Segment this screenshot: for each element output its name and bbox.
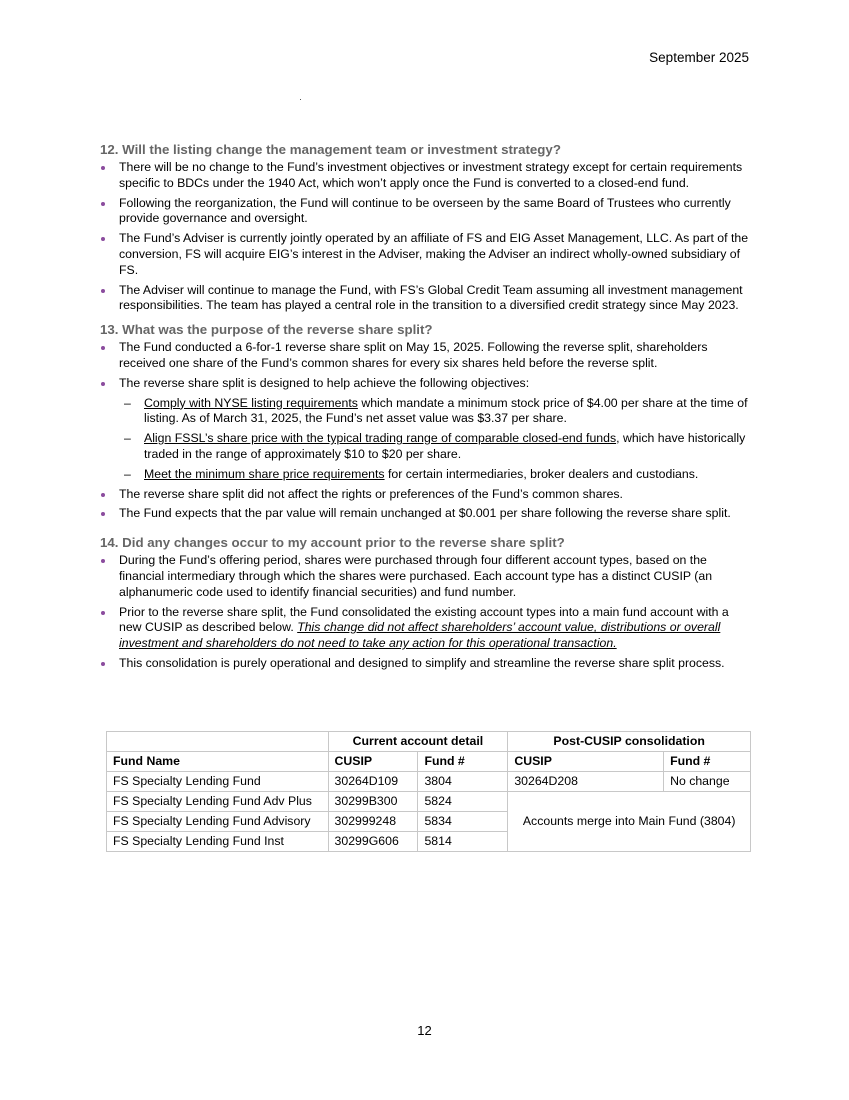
table-cell: 3804 — [418, 772, 508, 792]
question-14-list — [100, 553, 750, 672]
table-cell: FS Specialty Lending Fund Adv Plus — [107, 792, 329, 812]
table-row — [107, 772, 751, 792]
table-row — [107, 792, 751, 812]
table-cell: 5834 — [418, 812, 508, 832]
objective-title: Comply with NYSE listing requirements — [144, 395, 358, 410]
question-13-heading: 13. What was the purpose of the reverse share split? — [100, 322, 433, 338]
page-number: 12 — [417, 1023, 432, 1038]
table-cell: 30299B300 — [328, 792, 418, 812]
question-12-heading: 12. Will the listing change the management team or investment strategy? — [100, 142, 561, 157]
objective-text: for certain intermediaries, broker dealers and custodians. — [384, 466, 699, 481]
objective-title: Meet the minimum share price requirements — [144, 466, 385, 481]
table-header-empty — [107, 732, 329, 752]
table-cell: FS Specialty Lending Fund Advisory — [107, 812, 329, 832]
table-cell: 302999248 — [328, 812, 418, 832]
table-cell: 30264D109 — [328, 772, 418, 792]
table-cell: FS Specialty Lending Fund — [107, 772, 329, 792]
cusip-consolidation-table — [106, 731, 751, 852]
table-header-new-fund-number: Fund # — [664, 752, 751, 772]
table-header-row — [107, 752, 751, 772]
table-cell: FS Specialty Lending Fund Inst — [107, 832, 329, 852]
list-item: The Fund’s Adviser is currently jointly operated by an affiliate of FS and EIG Asset Management, LLC. As part of the conversion, FS will acquire EIG’s interest in the Adviser, making the Adviser an indirect wholly-owned subsidiary of FS. — [100, 231, 750, 278]
merge-note-cell: Accounts merge into Main Fund (3804) — [508, 792, 751, 852]
table-group-post: Post-CUSIP consolidation — [508, 732, 751, 752]
table-group-header-row — [107, 732, 751, 752]
list-item — [100, 376, 750, 483]
objective-item — [119, 467, 750, 483]
list-item: This consolidation is purely operational and designed to simplify and streamline the reverse share split process. — [100, 656, 750, 672]
list-item: Following the reorganization, the Fund will continue to be overseen by the same Board of Trustees who currently provide governance and oversight. — [100, 196, 750, 228]
objective-item — [119, 396, 750, 428]
list-item: The reverse share split did not affect the rights or preferences of the Fund’s common shares. — [100, 487, 750, 503]
consolidation-text: Prior to the reverse share split, the Fund consolidated the existing account types into a main fund account with a new CUSIP as described below. — [119, 604, 729, 635]
table-cell: No change — [664, 772, 751, 792]
table-cell: 30264D208 — [508, 772, 664, 792]
list-item: There will be no change to the Fund’s investment objectives or investment strategy except for certain requirements specific to BDCs under the 1940 Act, which won’t apply once the Fund is converted to a closed-end fund. — [100, 160, 750, 192]
objectives-intro: The reverse share split is designed to help achieve the following objectives: — [119, 375, 530, 390]
objectives-list — [119, 396, 750, 483]
list-item: The Adviser will continue to manage the Fund, with FS’s Global Credit Team assuming all investment management responsibilities. The team has played a central role in the transition to a diversified credit strategy since May 2023. — [100, 283, 750, 315]
list-item: The Fund expects that the par value will remain unchanged at $0.001 per share following the reverse share split. — [100, 506, 750, 522]
document-date: September 2025 — [649, 50, 749, 65]
table-header-cusip: CUSIP — [328, 752, 418, 772]
question-14-heading: 14. Did any changes occur to my account prior to the reverse share split? — [100, 535, 565, 551]
table-cell: 5814 — [418, 832, 508, 852]
objective-title: Align FSSL’s share price with the typical trading range of comparable closed-end funds — [144, 431, 617, 446]
consolidation-emphasis: This change did not affect shareholders’ account value, distributions or overall investment and shareholders do not need to take any action for this operational transaction. — [119, 620, 721, 651]
objective-text: which mandate a minimum stock price of $4.00 per share at the time of listing. As of March 31, 2025, the Fund’s net asset value was $3.37 per share. — [144, 395, 748, 426]
table-header-fund-number: Fund # — [418, 752, 508, 772]
list-item — [100, 605, 750, 652]
table-header-new-cusip: CUSIP — [508, 752, 664, 772]
objective-text: , which have historically traded in the range of approximately $10 to $20 per share. — [144, 431, 746, 461]
list-item: During the Fund’s offering period, shares were purchased through four different account types, based on the financial intermediary through which the shares were purchased. Each account type has a distinct CUSIP (an alphanumeric code used to identify financial securities) and fund number. — [100, 553, 750, 600]
objective-item — [119, 431, 750, 463]
document-body — [100, 141, 750, 676]
table-header-fund-name: Fund Name — [107, 752, 329, 772]
list-item: The Fund conducted a 6-for-1 reverse share split on May 15, 2025. Following the reverse split, shareholders received one share of the Fund’s common shares for every six shares held before the reverse split. — [100, 340, 750, 372]
question-13-list — [100, 340, 750, 522]
table-group-current: Current account detail — [328, 732, 508, 752]
table-cell: 30299G606 — [328, 832, 418, 852]
question-12-list — [100, 160, 750, 314]
table-cell: 5824 — [418, 792, 508, 812]
stray-dot — [300, 99, 301, 100]
